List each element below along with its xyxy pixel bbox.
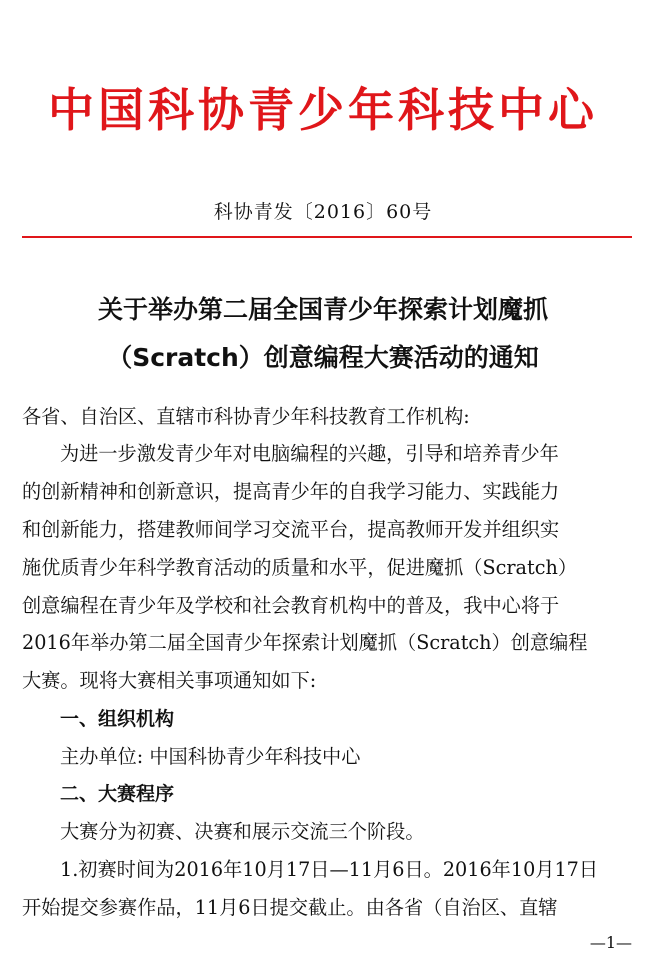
paragraph-line: 的创新精神和创新意识，提高青少年的自我学习能力、实践能力 [22, 480, 560, 503]
paragraph-line: 和创新能力，搭建教师间学习交流平台，提高教师开发并组织实 [22, 518, 560, 541]
document-title-line-2: （Scratch）创意编程大赛活动的通知 [107, 343, 539, 372]
paragraph-line: 为进一步激发青少年对电脑编程的兴趣，引导和培养青少年 [60, 442, 559, 465]
procedure-item-1-continued: 开始提交参赛作品，11月6日提交截止。由各省（自治区、直辖 [22, 896, 558, 919]
document-title-line-1: 关于举办第二届全国青少年探索计划魔抓 [97, 295, 548, 324]
organization-header: 中国科协青少年科技中心 [48, 83, 598, 137]
section-heading-organization: 一、组织机构 [60, 708, 175, 730]
section-heading-procedure: 二、大赛程序 [60, 783, 175, 805]
paragraph-line: 2016年举办第二届全国青少年探索计划魔抓（Scratch）创意编程 [22, 631, 588, 654]
document-number: 科协青发〔2016〕60号 [213, 201, 433, 223]
paragraph-line: 施优质青少年科学教育活动的质量和水平，促进魔抓（Scratch） [22, 556, 578, 579]
paragraph-line: 创意编程在青少年及学校和社会教育机构中的普及，我中心将于 [22, 594, 560, 617]
salutation: 各省、自治区、直辖市科协青少年科技教育工作机构: [22, 405, 470, 428]
paragraph-line: 大赛。现将大赛相关事项通知如下: [22, 669, 317, 692]
organizer-line: 主办单位: 中国科协青少年科技中心 [60, 745, 361, 768]
procedure-item-1: 1.初赛时间为2016年10月17日—11月6日。2016年10月17日 [60, 858, 599, 881]
procedure-intro: 大赛分为初赛、决赛和展示交流三个阶段。 [60, 820, 425, 843]
red-divider [22, 236, 632, 238]
page-number: —1— [589, 933, 632, 952]
